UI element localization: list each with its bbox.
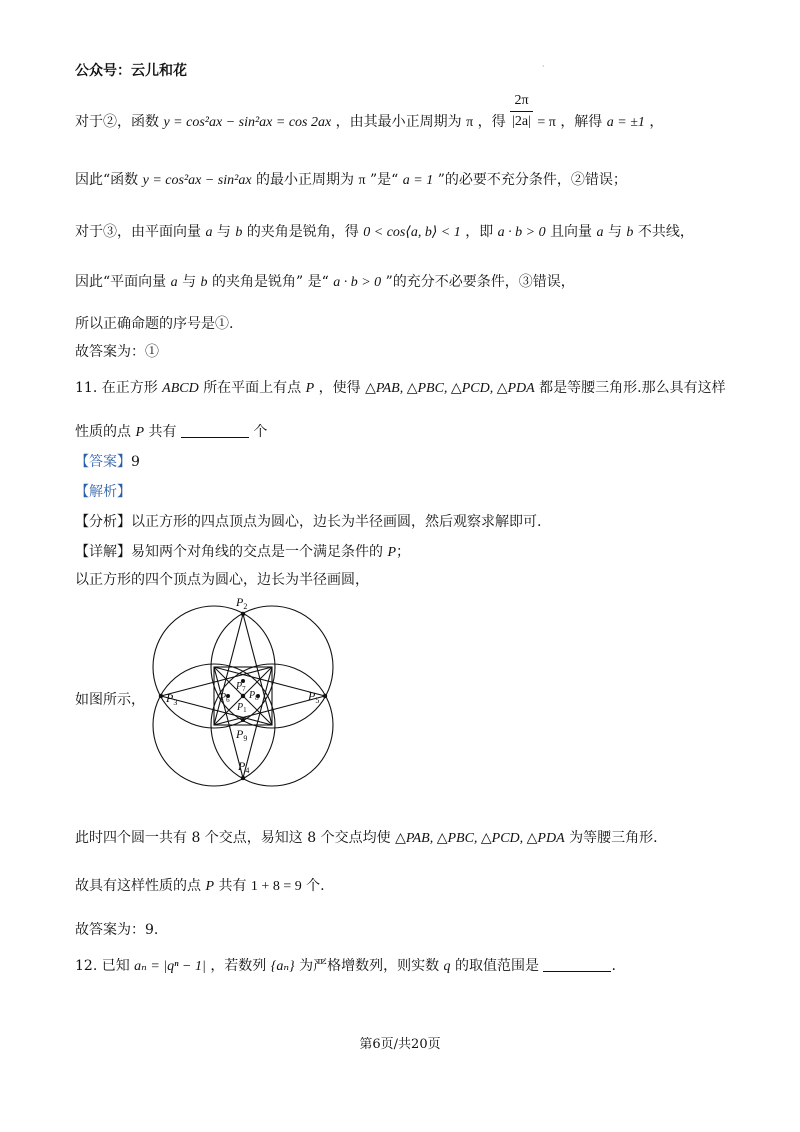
text: 且向量: [550, 224, 593, 240]
math-func: y = cos²ax − sin²ax = cos 2ax: [163, 115, 332, 130]
vec-b: b: [235, 225, 243, 240]
text: 性质的点: [75, 424, 131, 440]
math-an: aₙ = |qⁿ − 1|: [134, 959, 206, 974]
point-P2: [241, 612, 245, 616]
math-eq: = π: [537, 115, 556, 130]
vec-a: a: [170, 275, 178, 290]
math-triangles: △PAB, △PBC, △PCD, △PDA: [395, 831, 565, 846]
text: 此时四个圆一共有 8 个交点，易知这 8 个交点均使: [75, 830, 391, 846]
text: 因此“平面向量: [75, 274, 167, 290]
question-11-cont: [75, 422, 267, 443]
conclusion-line: [75, 876, 325, 897]
math-fraction: [510, 91, 533, 132]
label-P3: $P_3$: [166, 691, 178, 707]
label-P8: $P_8$: [249, 690, 259, 702]
text: 的最小正周期为: [256, 172, 355, 188]
text: 所在平面上有点: [203, 380, 302, 396]
math-sum: 1 + 8 = 9: [250, 879, 302, 894]
math-dot: a · b > 0: [497, 225, 546, 240]
line-conclusion3: [75, 272, 575, 293]
line-conclusion2: [75, 170, 627, 191]
text: ，由其最小正周期为: [335, 114, 462, 130]
text: 易知两个对角线的交点是一个满足条件的: [131, 544, 383, 560]
header-dot: ·: [542, 62, 545, 71]
math-triangles: △PAB, △PBC, △PCD, △PDA: [365, 381, 535, 396]
text: ，解得: [560, 114, 603, 130]
text: 的取值范围是: [455, 958, 539, 974]
text: ”的充分不必要条件，③错误，: [385, 274, 575, 290]
text: 为严格增数列，则实数: [299, 958, 440, 974]
text: ；: [396, 544, 411, 560]
text: 以正方形的四点顶点为圆心，边长为半径画圆，然后观察求解即可.: [131, 514, 542, 530]
point-P3: [159, 694, 163, 698]
text: ”是“: [370, 172, 399, 188]
answer-tag: 【答案】: [75, 454, 131, 470]
line-case2: 对于②，函数 y = cos²ax − sin²ax = cos 2ax ，由其最小正周期为 π ，得 $\frac{2\pi}{|2a|}$ = π ，解得 a = ±1 ，: [75, 92, 664, 130]
analysis-label: 【解析】: [75, 484, 131, 500]
point-P5: [323, 694, 327, 698]
answer-9-line: 故答案为：9.: [75, 922, 159, 938]
fenxi-line: [75, 512, 541, 532]
fenxi-label: 【分析】: [75, 514, 131, 530]
point-P4: [241, 776, 245, 780]
label-P5: $P_5$: [308, 689, 320, 705]
label-P2: $P_2$: [236, 595, 248, 611]
text: 与: [216, 224, 231, 240]
xiangjie-label: 【详解】: [75, 544, 131, 560]
math-P: P: [387, 545, 397, 560]
math-P: P: [305, 381, 315, 396]
math-ABCD: ABCD: [162, 381, 199, 396]
text: 的夹角是锐角” 是“: [211, 274, 329, 290]
math-func: y = cos²ax − sin²ax: [142, 173, 252, 188]
vec-b: b: [626, 225, 634, 240]
vec-a: a: [205, 225, 213, 240]
point-P1: [241, 694, 245, 698]
text: 共有: [218, 878, 247, 894]
text: 与: [607, 224, 622, 240]
text: 共有: [148, 424, 177, 440]
text: ，使得: [318, 380, 361, 396]
text: .: [611, 958, 616, 974]
text: 个.: [306, 878, 325, 894]
text: ，若数列: [210, 958, 267, 974]
point-P9: [241, 718, 245, 722]
text: 因此“函数: [75, 172, 139, 188]
label-P6: $P_6$: [220, 692, 230, 704]
text: 为等腰三角形.: [569, 830, 658, 846]
text: 对于②，函数: [75, 114, 159, 130]
text: 故具有这样性质的点: [75, 878, 201, 894]
text: 与: [182, 274, 197, 290]
line-correct: 所以正确命题的序号是①.: [75, 316, 234, 332]
math-cos: 0 < cos⟨a, b⟩ < 1: [363, 225, 461, 240]
math-pi: π: [358, 173, 366, 188]
text: ，即: [465, 224, 494, 240]
frac-num: 2π: [510, 91, 533, 112]
frac-den: |2a|: [512, 113, 531, 129]
question-12: [75, 956, 616, 977]
figure-caption: 如图所示，: [75, 692, 145, 708]
vec-a: a: [596, 225, 604, 240]
xiangjie-line: [75, 542, 410, 563]
math-P: P: [205, 879, 215, 894]
label-P1: $P_1$: [237, 702, 247, 714]
text: 都是等腰三角形.那么具有这样: [539, 380, 726, 396]
text: 12. 已知: [75, 958, 130, 974]
after-figure-line: [75, 828, 658, 849]
math-a: a = 1: [402, 173, 434, 188]
label-P4: $P_4$: [238, 759, 250, 775]
line-case3: [75, 222, 694, 243]
text: 个: [253, 424, 268, 440]
vec-b: b: [200, 275, 208, 290]
math-pi: π: [466, 115, 474, 130]
text: 11. 在正方形: [75, 380, 158, 396]
header-watermark: 公众号：云儿和花: [75, 63, 187, 79]
text: 的夹角是锐角，得: [246, 224, 359, 240]
math-q: q: [443, 959, 451, 974]
line-answer10: 故答案为：①: [75, 344, 159, 360]
answer-value: 9: [131, 454, 140, 470]
question-11: [75, 378, 726, 399]
text: ”的必要不充分条件，②错误；: [437, 172, 627, 188]
math-a: a = ±1: [606, 115, 645, 130]
text: 不共线，: [637, 224, 694, 240]
math-seq: {aₙ}: [270, 959, 295, 974]
label-P7: $P_7$: [236, 681, 246, 693]
math-dot: a · b > 0: [333, 275, 382, 290]
math-P: P: [135, 425, 145, 440]
analysis-tag: [75, 482, 131, 502]
answer-line: [75, 452, 140, 472]
text: ，得: [477, 114, 506, 130]
circles-figure: [148, 592, 338, 792]
text: 对于③，由平面向量: [75, 224, 201, 240]
page-footer: 第6页/共20页: [359, 1037, 441, 1052]
draw-line: 以正方形的四个顶点为圆心，边长为半径画圆，: [75, 572, 369, 588]
answer-blank: [543, 957, 611, 972]
label-P9: $P_9$: [236, 727, 248, 743]
answer-blank: [181, 423, 249, 438]
